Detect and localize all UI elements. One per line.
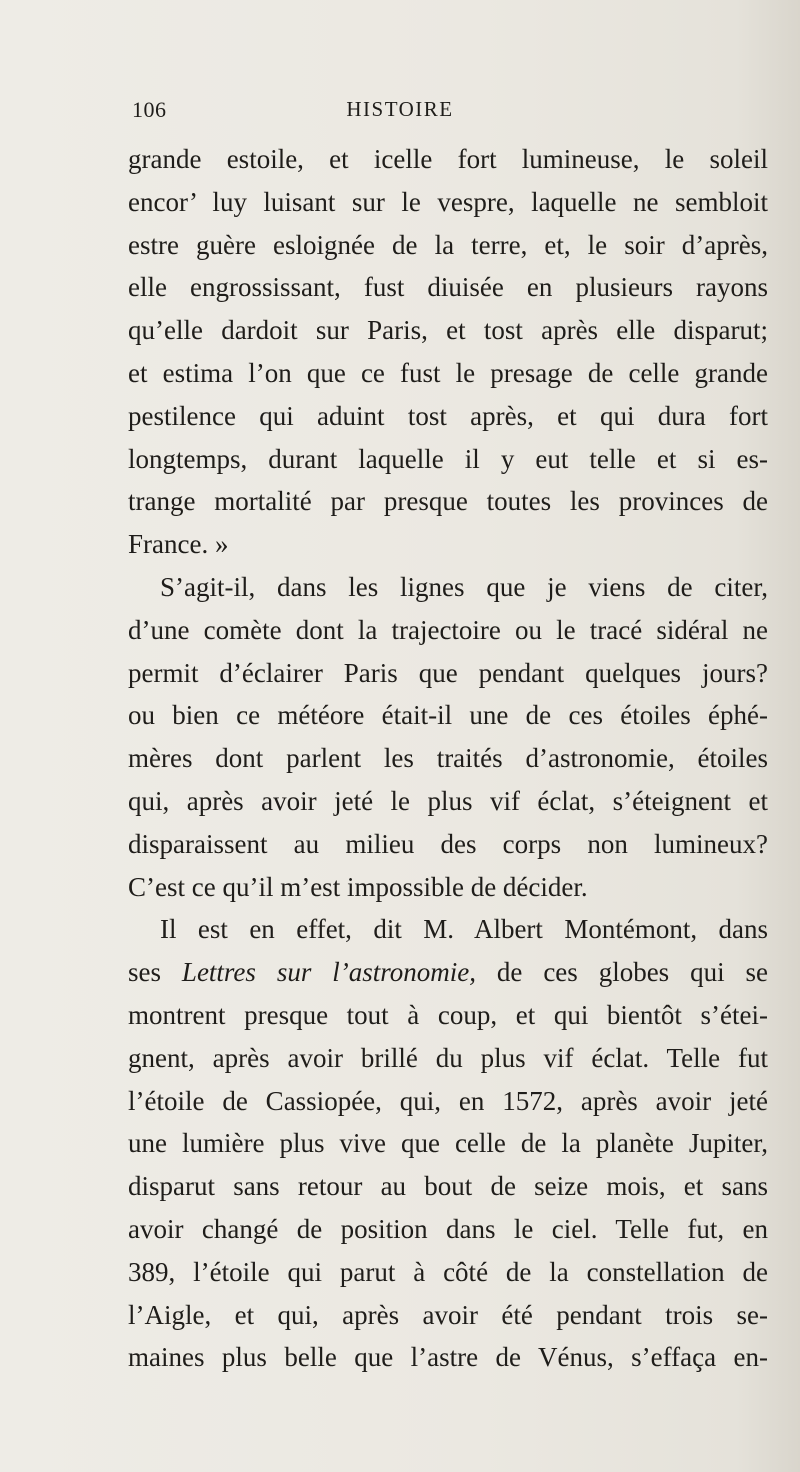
page-number: 106: [132, 97, 167, 122]
text-line: l’Aigle, et qui, après avoir été pendant trois se-: [128, 1299, 768, 1330]
text-line: avoir changé de position dans le ciel. Telle fut, en: [128, 1213, 768, 1244]
text-line: elle engrossissant, fust diuisée en plusieurs rayons: [128, 272, 768, 303]
text-line: et estima l’on que ce fust le presage de celle grande: [128, 357, 768, 388]
body-text: [128, 138, 768, 1379]
running-title: HISTOIRE: [346, 97, 454, 121]
text-line: disparaissent au milieu des corps non lumineux?: [128, 828, 768, 859]
text-line: encor’ luy luisant sur le vespre, laquelle ne sembloit: [128, 186, 768, 217]
text-line: mères dont parlent les traités d’astronomie, étoiles: [128, 743, 768, 774]
text-line: [128, 951, 768, 994]
text-line: estre guère esloignée de la terre, et, le soir d’après,: [128, 229, 768, 260]
text-fragment: ses: [128, 957, 161, 988]
text-line: ou bien ce météore était-il une de ces étoiles éphé-: [128, 700, 768, 731]
text-line: C’est ce qu’il m’est impossible de décider.: [128, 871, 588, 902]
text-line: maines plus belle que l’astre de Vénus, s’effaça en-: [128, 1342, 768, 1373]
text-line: France. »: [128, 529, 229, 560]
text-line: pestilence qui aduint tost après, et qui dura fort: [128, 400, 768, 431]
text-line: disparut sans retour au bout de seize mois, et sans: [128, 1171, 768, 1202]
text-line: grande estoile, et icelle fort lumineuse, le soleil: [128, 144, 768, 174]
text-line: une lumière plus vive que celle de la planète Jupiter,: [128, 1128, 768, 1159]
text-line: montrent presque tout à coup, et qui bientôt s’étei-: [128, 999, 768, 1030]
text-line: gnent, après avoir brillé du plus vif éclat. Telle fut: [128, 1042, 768, 1073]
book-title-italic: Lettres sur l’astronomie,: [181, 957, 476, 988]
running-head: [120, 97, 680, 127]
text-fragment: de ces globes qui se: [496, 957, 769, 988]
text-line: qu’elle dardoit sur Paris, et tost après elle disparut;: [128, 315, 768, 346]
text-line: d’une comète dont la trajectoire ou le tracé sidéral ne: [128, 614, 768, 645]
text-line: longtemps, durant laquelle il y eut telle et si es-: [128, 443, 768, 474]
text-line: Il est en effet, dit M. Albert Montémont, dans: [160, 914, 768, 945]
text-line: trange mortalité par presque toutes les provinces de: [128, 486, 768, 517]
text-line: 389, l’étoile qui parut à côté de la constellation de: [128, 1256, 768, 1287]
text-line: qui, après avoir jeté le plus vif éclat, s’éteignent et: [128, 785, 768, 816]
text-line: l’étoile de Cassiopée, qui, en 1572, après avoir jeté: [128, 1085, 768, 1116]
text-line: S’agit-il, dans les lignes que je viens de citer,: [160, 571, 768, 602]
text-line: permit d’éclairer Paris que pendant quelques jours?: [128, 657, 768, 688]
